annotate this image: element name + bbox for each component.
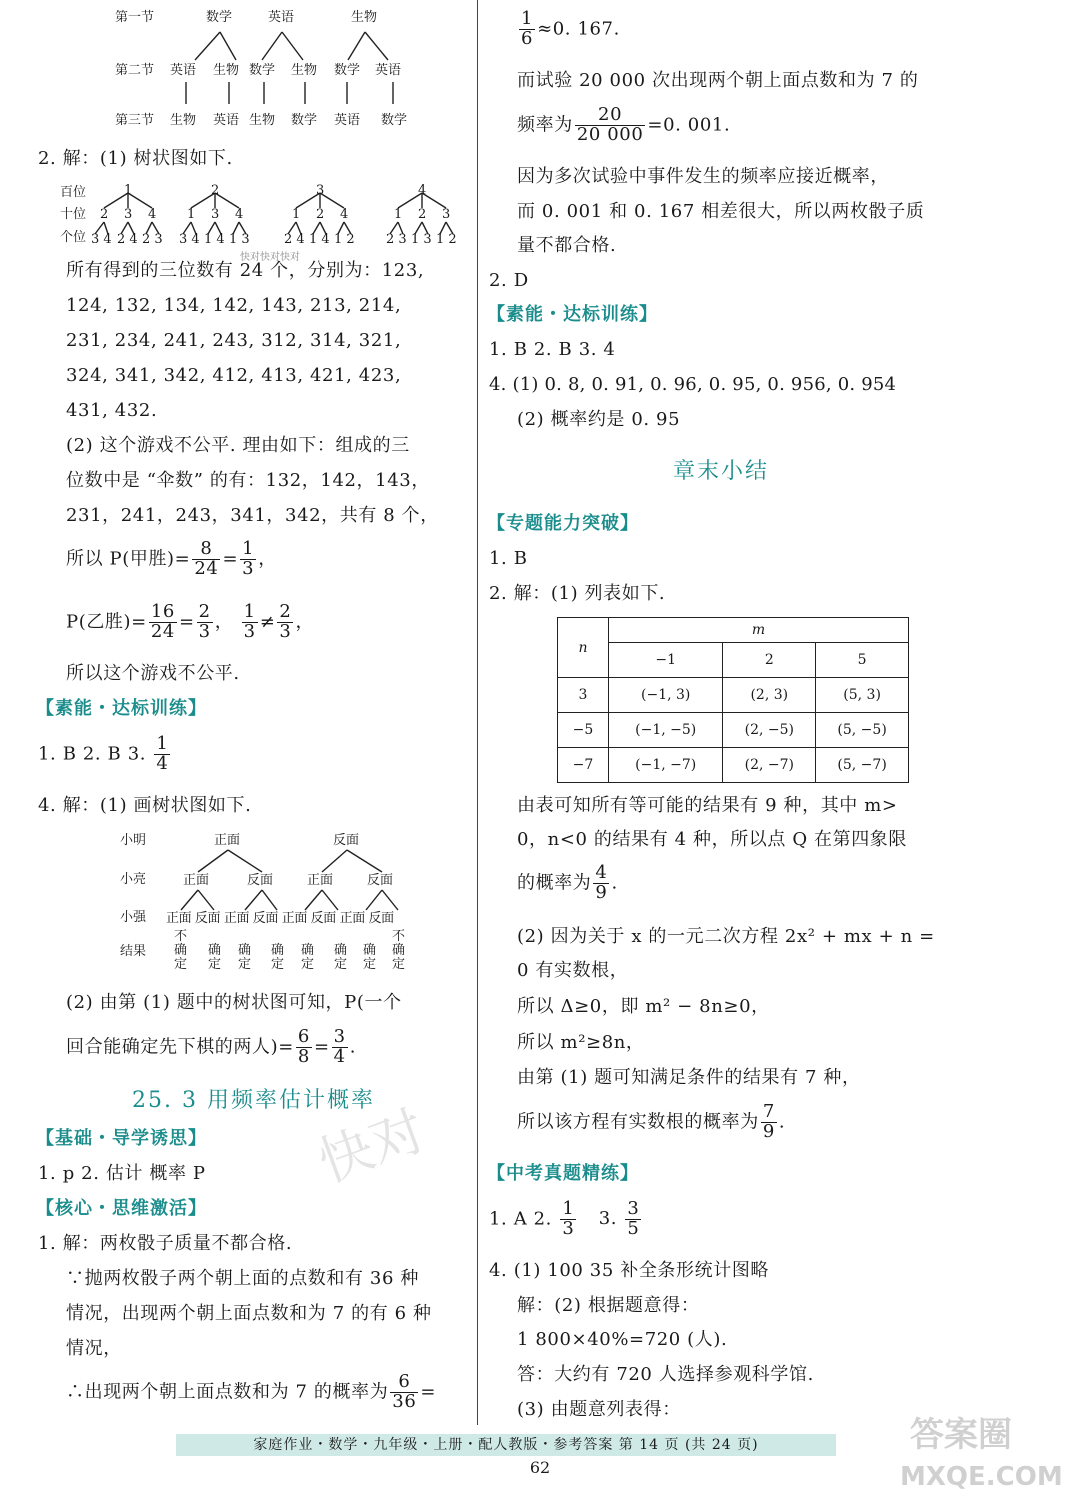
text-line: 4. (1) 0. 8, 0. 91, 0. 96, 0. 95, 0. 956, 0. 954 <box>489 374 897 395</box>
table-cell: (−1, −5) <box>609 713 723 748</box>
tree-node: 生物 <box>170 113 197 128</box>
numerator: 1 <box>242 538 255 559</box>
table-row <box>558 713 909 748</box>
tree-node: 英语 <box>375 63 402 78</box>
tens-digit: 4 <box>340 207 349 222</box>
denominator: 24 <box>194 557 219 579</box>
tens-digit: 2 <box>100 207 109 222</box>
text: 回合能确定先下棋的两人)= <box>66 1036 294 1058</box>
coin-face: 正面 <box>307 873 334 888</box>
fraction <box>575 106 646 145</box>
units-digits: 3 4 <box>91 232 112 247</box>
section-title: 【中考真题精练】 <box>487 1163 639 1184</box>
fraction <box>240 540 256 579</box>
text: P(乙胜)= <box>66 611 147 633</box>
tens-digit: 4 <box>148 207 157 222</box>
comma: ， <box>258 548 277 570</box>
place-label: 十位 <box>60 207 87 222</box>
watermark-site: MXQE.COM <box>900 1462 1063 1492</box>
table-cell: (2, 3) <box>723 678 816 713</box>
denominator: 36 <box>392 1390 417 1412</box>
prob-yi <box>66 603 314 642</box>
denominator: 4 <box>333 1045 346 1067</box>
units-digits: 2 3 <box>142 232 163 247</box>
units-digits: 3 4 <box>179 232 200 247</box>
footer-bar: 家庭作业・数学・九年级・上册・配人教版・参考答案 第 14 页 (共 24 页) <box>176 1434 836 1456</box>
numerator: 7 <box>762 1101 775 1122</box>
numerator: 1 <box>243 601 256 622</box>
units-digits: 1 3 <box>229 232 250 247</box>
text: 所以该方程有实数根的概率为 <box>517 1111 759 1133</box>
numerator: 3 <box>333 1026 346 1047</box>
tree-node: 生物 <box>213 63 240 78</box>
place-label: 个位 <box>60 230 87 245</box>
period: . <box>349 1036 357 1058</box>
denominator: 3 <box>242 557 255 579</box>
units-digits: 1 2 <box>436 232 457 247</box>
m-label: m <box>751 622 766 638</box>
numerator: 2 <box>279 601 292 622</box>
numerator: 16 <box>150 601 175 622</box>
numerator: 1 <box>521 8 534 29</box>
section-title: 【素能・达标训练】 <box>36 698 207 719</box>
tree-node: 英语 <box>334 113 361 128</box>
player-label: 结果 <box>120 944 147 959</box>
section-title: 【核心・思维激活】 <box>36 1198 207 1219</box>
text-line: 231, 234, 241, 243, 312, 314, 321, <box>66 330 402 351</box>
denominator: 3 <box>243 620 256 642</box>
text-line: 所有得到的三位数有 24 个，分别为：123, <box>66 260 425 281</box>
text: 频率为 <box>517 114 573 136</box>
numerator: 1 <box>156 733 169 754</box>
answers-line: 1. p 2. 估计 概率 P <box>38 1163 206 1184</box>
table-header: −1 <box>609 643 723 678</box>
table-cell: 3 <box>558 678 609 713</box>
tree-node: 数学 <box>334 63 361 78</box>
table-corner <box>558 618 609 678</box>
text-line: 0，n<0 的结果有 4 种，所以点 Q 在第四象限 <box>517 829 907 850</box>
text-line: (2) 概率约是 0. 95 <box>517 409 681 430</box>
denominator: 24 <box>150 620 175 642</box>
text-line: 情况，出现两个朝上面点数和为 7 的有 6 种 <box>66 1303 432 1324</box>
denominator: 9 <box>762 1120 775 1142</box>
text-line: 情况， <box>66 1338 122 1359</box>
table-cell: (−1, 3) <box>609 678 723 713</box>
answers-line <box>38 735 172 774</box>
text-line: ∵抛两枚骰子两个朝上面的点数和有 36 种 <box>66 1268 419 1289</box>
comma: ， <box>295 611 315 633</box>
table-cell: (5, 3) <box>816 678 909 713</box>
coin-face: 反面 <box>367 873 394 888</box>
tree-node: 生物 <box>351 10 378 25</box>
text: 1. B 2. B 3. <box>38 743 147 765</box>
fraction <box>560 1200 576 1239</box>
numerator: 1 <box>562 1198 575 1219</box>
period: . <box>778 1111 786 1133</box>
numerator: 4 <box>595 862 608 883</box>
answers-line <box>489 1200 643 1239</box>
numerator: 6 <box>390 1373 418 1393</box>
watermark-logo: 答案圈 <box>910 1415 1012 1455</box>
prob-line <box>517 10 620 49</box>
tree-node: 生物 <box>291 63 318 78</box>
numerator: 2 <box>198 601 211 622</box>
tree-node: 数学 <box>381 113 408 128</box>
text: 1. A 2. <box>489 1208 552 1230</box>
equals: = <box>420 1381 437 1403</box>
denominator: 6 <box>521 27 534 49</box>
text-line: 324, 341, 342, 412, 413, 421, 423, <box>66 365 402 386</box>
result: 确定 <box>271 943 285 972</box>
equals: = <box>178 611 195 633</box>
answers-line: 1. B 2. B 3. 4 <box>489 339 616 360</box>
tens-digit: 2 <box>316 207 325 222</box>
tens-digit: 3 <box>124 207 133 222</box>
text-line: (2) 因为关于 x 的一元二次方程 2x² + mx + n = <box>517 926 935 947</box>
units-digits: 2 3 <box>386 232 407 247</box>
table-cell: (5, −7) <box>816 748 909 783</box>
hundreds-digit: 3 <box>316 183 325 198</box>
text-line: 而 0. 001 和 0. 167 相差很大，所以两枚骰子质 <box>517 201 925 222</box>
text-line: 解：(2) 根据题意得： <box>517 1295 700 1316</box>
fraction <box>519 10 535 49</box>
text-line: 4. (1) 100 35 补全条形统计图略 <box>489 1260 770 1281</box>
tens-digit: 2 <box>418 207 427 222</box>
coin-face: 正面 <box>183 873 210 888</box>
text-line: 431, 432. <box>66 400 158 421</box>
table-cell: −7 <box>558 748 609 783</box>
text-line: 124, 132, 134, 142, 143, 213, 214, <box>66 295 402 316</box>
denominator: 4 <box>156 752 169 774</box>
prob-line <box>66 1028 356 1067</box>
table-cell: −5 <box>558 713 609 748</box>
text: ≈0. 167. <box>537 18 620 40</box>
tree-node: 数学 <box>249 63 276 78</box>
fraction <box>197 603 213 642</box>
table-cell: (2, −7) <box>723 748 816 783</box>
denominator: 3 <box>279 620 292 642</box>
tens-digit: 1 <box>187 207 196 222</box>
section-heading: 25. 3 用频率估计概率 <box>132 1088 375 1113</box>
text-line: 答：大约有 720 人选择参观科学馆. <box>517 1364 814 1385</box>
text-line: 位数中是 “伞数” 的有：132，142，143， <box>66 470 430 491</box>
fraction <box>296 1028 312 1067</box>
text-line: 2. 解：(1) 列表如下. <box>489 583 666 604</box>
text: =0. 001. <box>647 114 731 136</box>
fraction <box>242 603 258 642</box>
fraction <box>149 603 177 642</box>
fraction <box>761 1103 777 1142</box>
prob-line <box>66 1373 436 1412</box>
text-line: 由表可知所有等可能的结果有 9 种，其中 m> <box>517 795 898 816</box>
text: 所以 P(甲胜)= <box>66 548 191 570</box>
text-line: 所以 m²≥8n， <box>517 1032 645 1053</box>
table-cell: (2, −5) <box>723 713 816 748</box>
outcome-table <box>557 617 909 783</box>
units-digits: 1 2 <box>334 232 355 247</box>
fraction <box>390 1373 418 1412</box>
denominator: 8 <box>297 1045 310 1067</box>
section-title: 【基础・导学诱思】 <box>36 1128 207 1149</box>
denominator: 5 <box>627 1217 640 1239</box>
result: 确定 <box>363 943 377 972</box>
text-line: (2) 这个游戏不公平. 理由如下：组成的三 <box>66 435 410 456</box>
coin-face: 反面 <box>247 873 274 888</box>
table-header <box>609 618 909 643</box>
text: ∴出现两个朝上面点数和为 7 的概率为 <box>66 1381 389 1403</box>
prob-line <box>517 106 730 145</box>
numerator: 8 <box>192 540 220 560</box>
text-line: 由第 (1) 题可知满足条件的结果有 7 种， <box>517 1067 861 1088</box>
fraction <box>277 603 293 642</box>
n-label: n <box>578 639 588 656</box>
not-equal: ≠ <box>259 611 276 633</box>
text-line: 1. 解：两枚骰子质量不都合格. <box>38 1233 293 1254</box>
text-line: (3) 由题意列表得： <box>517 1399 681 1420</box>
table-header: 5 <box>816 643 909 678</box>
result: 确定 <box>334 943 348 972</box>
equals: = <box>313 1036 330 1058</box>
text: 的概率为 <box>517 872 592 894</box>
text-line: 2. D <box>489 270 529 291</box>
tree-node: 英语 <box>213 113 240 128</box>
tree-node: 英语 <box>170 63 197 78</box>
tens-digit: 4 <box>235 207 244 222</box>
tens-digit: 1 <box>394 207 403 222</box>
denominator: 20 000 <box>576 123 644 145</box>
tens-digit: 1 <box>292 207 301 222</box>
row-label: 第一节 <box>115 10 155 25</box>
hundreds-digit: 2 <box>211 183 220 198</box>
text: 3. <box>598 1208 618 1230</box>
table-row <box>558 643 909 678</box>
table-row <box>558 748 909 783</box>
table-cell: (5, −5) <box>816 713 909 748</box>
fraction <box>192 540 220 579</box>
text-line: 量不都合格. <box>517 235 617 256</box>
table-row <box>558 618 909 643</box>
page-number: 62 <box>529 1458 551 1477</box>
denominator: 3 <box>198 620 211 642</box>
text-line: 所以 Δ≥0，即 m² − 8n≥0， <box>517 996 770 1017</box>
result: 确定 <box>208 943 222 972</box>
tree-node: 生物 <box>249 113 276 128</box>
tens-digit: 3 <box>442 207 451 222</box>
comma: ， <box>214 611 234 633</box>
fraction <box>625 1200 641 1239</box>
period: . <box>611 872 618 894</box>
text-line: 1. B <box>489 548 528 569</box>
coin-face-row: 正面 反面 正面 反面 正面 反面 正面 反面 <box>166 911 394 926</box>
row-label: 第二节 <box>115 63 155 78</box>
column-divider <box>477 0 478 1425</box>
text-line: 1 800×40%=720 (人). <box>517 1329 728 1350</box>
section-title: 【素能・达标训练】 <box>487 304 658 325</box>
text-line: 所以这个游戏不公平. <box>66 663 240 684</box>
units-digits: 2 4 <box>284 232 305 247</box>
prob-jia <box>66 540 277 579</box>
units-digits: 1 3 <box>411 232 432 247</box>
coin-face: 反面 <box>333 833 360 848</box>
table-row <box>558 678 909 713</box>
fraction <box>332 1028 348 1067</box>
text-line: (2) 由第 (1) 题中的树状图可知，P(一个 <box>66 992 402 1013</box>
section-title: 【专题能力突破】 <box>487 513 639 534</box>
result: 不确定 <box>174 929 188 972</box>
table-cell: (−1, −7) <box>609 748 723 783</box>
table-header: 2 <box>723 643 816 678</box>
units-digits: 2 4 <box>117 232 138 247</box>
prob-line <box>517 864 618 903</box>
hundreds-digit: 4 <box>418 183 427 198</box>
prob-line <box>517 1103 785 1142</box>
tree-node: 数学 <box>291 113 318 128</box>
text-line: 而试验 20 000 次出现两个朝上面点数和为 7 的 <box>517 70 919 91</box>
tree-node: 数学 <box>206 10 233 25</box>
equals: = <box>222 548 239 570</box>
player-label: 小亮 <box>120 872 147 887</box>
units-digits: 1 4 <box>204 232 225 247</box>
watermark-kuaidui: 快对 <box>310 1098 434 1195</box>
text-line: 因为多次试验中事件发生的频率应接近概率， <box>517 166 889 187</box>
q4-intro: 4. 解：(1) 画树状图如下. <box>38 795 252 816</box>
numerator: 20 <box>575 106 646 126</box>
result: 确定 <box>238 943 252 972</box>
watermark-stamp: 快对快对快对 <box>240 252 300 263</box>
denominator: 3 <box>562 1217 575 1239</box>
text-line: 0 有实数根， <box>517 960 629 981</box>
numerator: 3 <box>627 1198 640 1219</box>
tens-digit: 3 <box>211 207 220 222</box>
denominator: 9 <box>595 881 608 903</box>
q2-intro: 2. 解：(1) 树状图如下. <box>38 148 233 169</box>
text-line: 231，241，243，341，342，共有 8 个， <box>66 505 439 526</box>
fraction <box>593 864 609 903</box>
tree-node: 英语 <box>268 10 295 25</box>
row-label: 第三节 <box>115 113 155 128</box>
hundreds-digit: 1 <box>124 183 133 198</box>
player-label: 小强 <box>120 910 147 925</box>
units-digits: 1 4 <box>309 232 330 247</box>
numerator: 6 <box>297 1026 310 1047</box>
coin-face: 正面 <box>214 833 241 848</box>
chapter-summary-heading: 章末小结 <box>673 459 770 484</box>
player-label: 小明 <box>120 833 147 848</box>
coin-tree-lines <box>0 840 470 920</box>
place-label: 百位 <box>60 185 87 200</box>
fraction <box>154 735 170 774</box>
result: 确定 <box>301 943 315 972</box>
result: 不确定 <box>392 929 406 972</box>
